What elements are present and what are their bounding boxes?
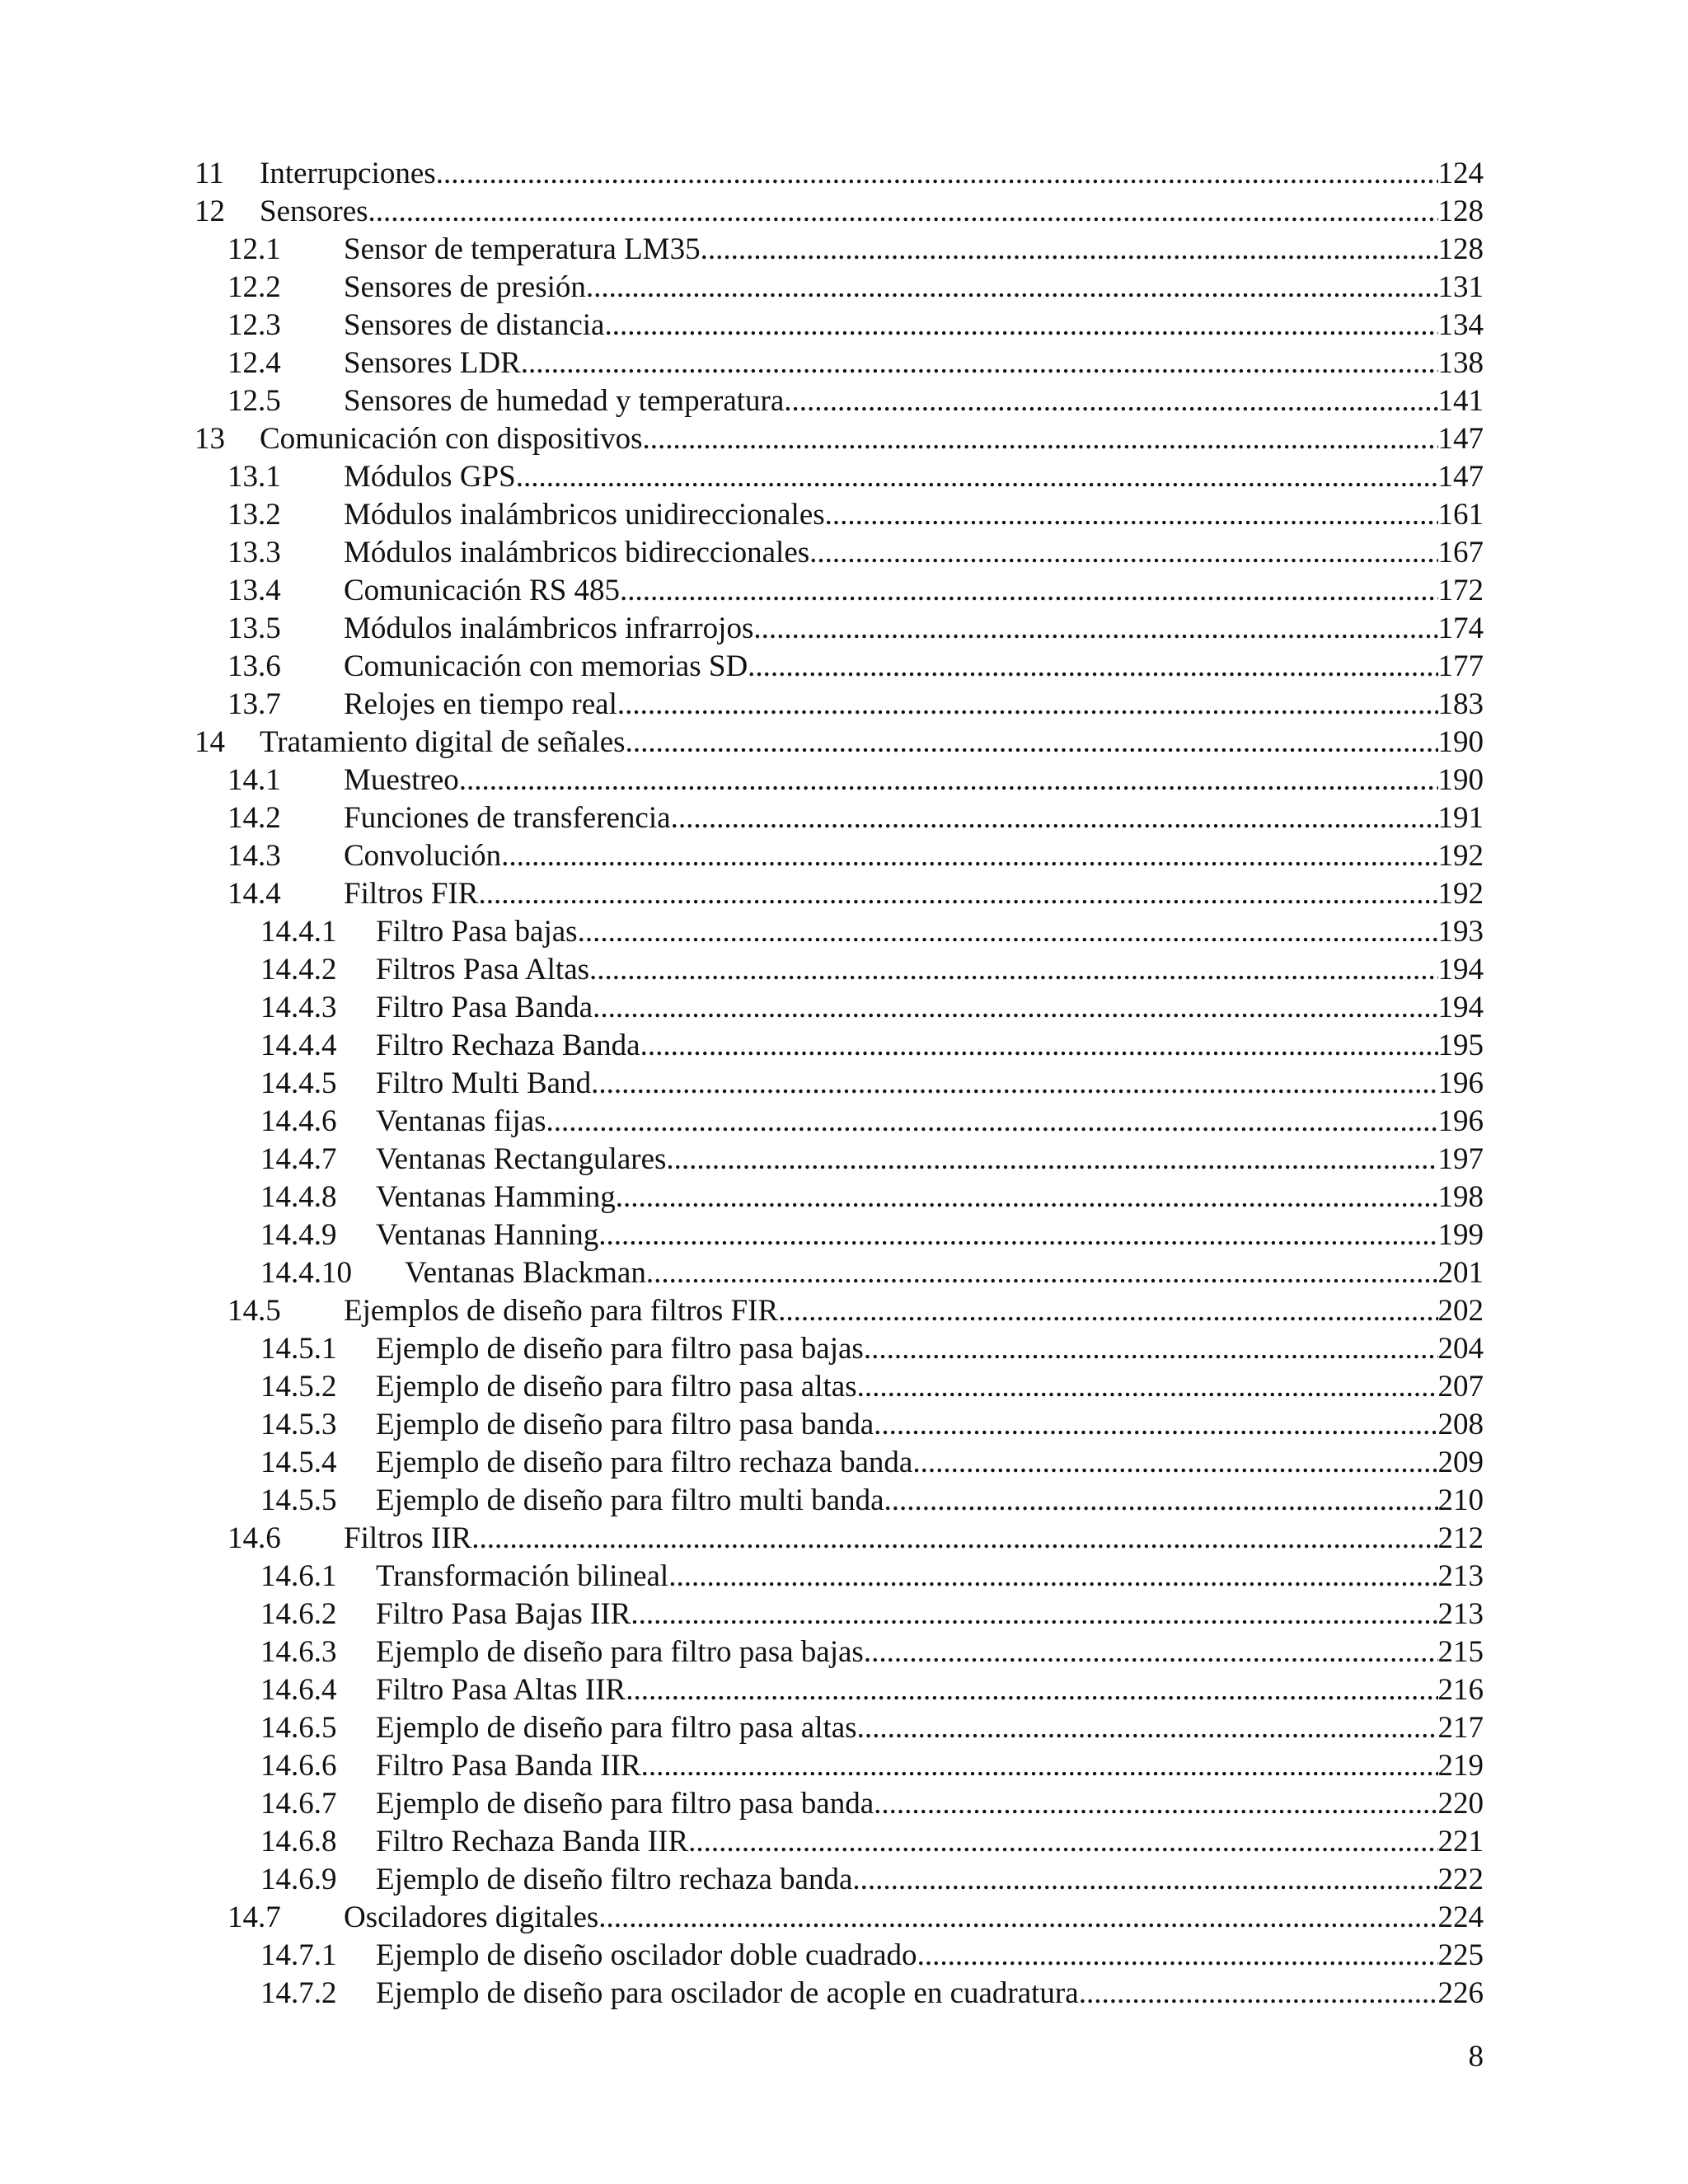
- toc-entry-title: Comunicación RS 485: [344, 574, 621, 607]
- toc-entry[interactable]: [195, 686, 1484, 724]
- toc-entry-page: 131: [1437, 270, 1484, 304]
- toc-entry-number: 14.5.3: [260, 1408, 337, 1441]
- toc-entry-page: 226: [1437, 1976, 1484, 2010]
- toc-entry-page: 147: [1437, 422, 1484, 456]
- toc-entry-page: 208: [1437, 1408, 1484, 1441]
- toc-entry[interactable]: [195, 1633, 1484, 1671]
- toc-entry[interactable]: [195, 1292, 1484, 1330]
- toc-entry[interactable]: [195, 724, 1484, 762]
- toc-dot-leader: [646, 1254, 1438, 1292]
- toc-dot-leader: [604, 307, 1437, 344]
- toc-entry[interactable]: [195, 799, 1484, 837]
- toc-entry-title: Transformación bilineal: [376, 1559, 669, 1593]
- toc-entry-page: 124: [1437, 157, 1484, 190]
- toc-entry[interactable]: [195, 1103, 1484, 1141]
- toc-dot-leader: [666, 1141, 1437, 1179]
- toc-entry-title: Filtro Pasa bajas: [376, 915, 578, 949]
- toc-entry-title: Sensores de humedad y temperatura: [344, 384, 785, 418]
- toc-entry-title: Convolución: [344, 839, 502, 873]
- toc-entry-title: Interrupciones: [260, 157, 436, 190]
- toc-entry-number: 14.6.4: [260, 1673, 337, 1707]
- toc-entry[interactable]: [195, 1444, 1484, 1482]
- toc-entry[interactable]: [195, 1709, 1484, 1747]
- toc-entry[interactable]: [195, 1482, 1484, 1520]
- toc-entry-page: 210: [1437, 1483, 1484, 1517]
- toc-dot-leader: [620, 572, 1437, 610]
- toc-entry-page: 128: [1437, 232, 1484, 266]
- toc-entry-number: 14.7.2: [260, 1976, 337, 2010]
- toc-entry-title: Ventanas Hanning: [376, 1218, 599, 1252]
- toc-entry-title: Ejemplo de diseño para filtro pasa altas: [376, 1370, 857, 1404]
- toc-entry-number: 14.5.5: [260, 1483, 337, 1517]
- toc-entry-number: 14.4.6: [260, 1104, 337, 1138]
- toc-dot-leader: [616, 1179, 1438, 1216]
- toc-entry[interactable]: [195, 762, 1484, 799]
- toc-entry-number: 13.4: [227, 574, 281, 607]
- toc-entry-title: Ventanas Hamming: [376, 1180, 616, 1214]
- toc-dot-leader: [668, 1558, 1437, 1596]
- toc-entry-number: 12.4: [227, 346, 281, 380]
- toc-entry-page: 199: [1437, 1218, 1484, 1252]
- toc-entry-page: 219: [1437, 1749, 1484, 1783]
- toc-entry-title: Módulos GPS: [344, 460, 516, 494]
- toc-entry-number: 14.6.5: [260, 1711, 337, 1745]
- toc-entry[interactable]: [195, 1937, 1484, 1975]
- toc-entry-number: 14.6.2: [260, 1597, 337, 1631]
- toc-entry-title: Ejemplo de diseño para filtro pasa bajas: [376, 1332, 864, 1366]
- toc-entry-number: 14.7: [227, 1900, 281, 1934]
- toc-dot-leader: [617, 686, 1438, 724]
- toc-dot-leader: [874, 1785, 1437, 1823]
- toc-entry[interactable]: [195, 231, 1484, 269]
- toc-entry-page: 213: [1437, 1597, 1484, 1631]
- toc-entry-number: 14.4.5: [260, 1066, 337, 1100]
- toc-entry-number: 14.5: [227, 1294, 281, 1328]
- toc-entry[interactable]: [195, 1368, 1484, 1406]
- toc-entry-title: Módulos inalámbricos bidireccionales: [344, 536, 810, 569]
- toc-entry-number: 14.4: [227, 877, 281, 911]
- toc-entry-page: 217: [1437, 1711, 1484, 1745]
- toc-entry-title: Filtro Pasa Bajas IIR: [376, 1597, 631, 1631]
- toc-entry-page: 192: [1437, 877, 1484, 911]
- toc-entry[interactable]: [195, 1027, 1484, 1065]
- toc-entry[interactable]: [195, 1975, 1484, 2013]
- toc-dot-leader: [368, 193, 1438, 231]
- toc-dot-leader: [641, 1747, 1438, 1785]
- toc-entry-page: 161: [1437, 498, 1484, 532]
- toc-dot-leader: [748, 648, 1437, 686]
- toc-entry-number: 11: [195, 157, 224, 190]
- toc-entry-number: 13.3: [227, 536, 281, 569]
- toc-dot-leader: [471, 1520, 1437, 1558]
- toc-entry-title: Relojes en tiempo real: [344, 687, 617, 721]
- toc-entry-title: Filtro Pasa Banda: [376, 991, 593, 1024]
- toc-entry-number: 14.5.2: [260, 1370, 337, 1404]
- toc-entry-number: 14.6.8: [260, 1825, 337, 1858]
- toc-entry-number: 14.4.9: [260, 1218, 337, 1252]
- toc-entry-title: Ventanas Blackman: [405, 1256, 646, 1290]
- toc-entry-page: 172: [1437, 574, 1484, 607]
- toc-entry-number: 14.1: [227, 763, 281, 797]
- toc-entry[interactable]: [195, 1785, 1484, 1823]
- toc-entry-page: 177: [1437, 649, 1484, 683]
- toc-entry-number: 14.4.4: [260, 1029, 337, 1062]
- toc-entry-page: 183: [1437, 687, 1484, 721]
- toc-entry-number: 13.6: [227, 649, 281, 683]
- toc-entry-title: Ejemplo de diseño para filtro pasa banda: [376, 1408, 874, 1441]
- toc-entry-title: Ventanas Rectangulares: [376, 1142, 667, 1176]
- toc-entry[interactable]: [195, 1065, 1484, 1103]
- toc-entry-number: 12.1: [227, 232, 281, 266]
- toc-entry-page: 193: [1437, 915, 1484, 949]
- toc-entry-title: Módulos inalámbricos unidireccionales: [344, 498, 825, 532]
- toc-entry-title: Ejemplo de diseño para filtro pasa bajas: [376, 1635, 864, 1669]
- toc-entry-number: 14.6.6: [260, 1749, 337, 1783]
- toc-entry-number: 14.3: [227, 839, 281, 873]
- toc-dot-leader: [501, 837, 1437, 875]
- toc-entry-page: 128: [1437, 194, 1484, 228]
- toc-entry-number: 14.4.7: [260, 1142, 337, 1176]
- toc-entry[interactable]: [195, 989, 1484, 1027]
- toc-entry-title: Ejemplo de diseño para filtro rechaza banda: [376, 1446, 913, 1479]
- toc-dot-leader: [598, 1899, 1437, 1937]
- toc-entry-page: 220: [1437, 1787, 1484, 1821]
- toc-entry[interactable]: [195, 344, 1484, 382]
- toc-entry[interactable]: [195, 382, 1484, 420]
- toc-entry-number: 14.6.1: [260, 1559, 337, 1593]
- toc-dot-leader: [864, 1633, 1438, 1671]
- toc-entry-page: 207: [1437, 1370, 1484, 1404]
- toc-entry-page: 174: [1437, 612, 1484, 645]
- toc-entry-title: Ejemplo de diseño oscilador doble cuadrado: [376, 1938, 917, 1972]
- toc-dot-leader: [593, 989, 1437, 1027]
- toc-entry[interactable]: [195, 1406, 1484, 1444]
- toc-entry-number: 14: [195, 725, 225, 759]
- toc-dot-leader: [626, 1671, 1437, 1709]
- toc-entry-number: 14.5.4: [260, 1446, 337, 1479]
- toc-entry-number: 12: [195, 194, 225, 228]
- toc-entry-number: 13.1: [227, 460, 281, 494]
- toc-entry-page: 213: [1437, 1559, 1484, 1593]
- toc-entry-page: 195: [1437, 1029, 1484, 1062]
- toc-entry-title: Filtro Rechaza Banda IIR: [376, 1825, 689, 1858]
- toc-entry-page: 225: [1437, 1938, 1484, 1972]
- toc-entry-title: Funciones de transferencia: [344, 801, 671, 835]
- toc-entry-page: 138: [1437, 346, 1484, 380]
- toc-dot-leader: [436, 155, 1438, 193]
- toc-entry[interactable]: [195, 951, 1484, 989]
- page-number: 8: [1468, 2040, 1484, 2074]
- toc-entry-number: 13: [195, 422, 225, 456]
- toc-entry-title: Ejemplos de diseño para filtros FIR: [344, 1294, 779, 1328]
- toc-entry-number: 12.2: [227, 270, 281, 304]
- toc-entry[interactable]: [195, 1671, 1484, 1709]
- toc-entry-page: 201: [1437, 1256, 1484, 1290]
- toc-entry-number: 14.4.10: [260, 1256, 352, 1290]
- toc-entry-number: 14.6.7: [260, 1787, 337, 1821]
- toc-entry-number: 14.6.3: [260, 1635, 337, 1669]
- toc-entry[interactable]: [195, 913, 1484, 951]
- toc-entry[interactable]: [195, 496, 1484, 534]
- toc-entry-page: 216: [1437, 1673, 1484, 1707]
- toc-entry-number: 14.4.3: [260, 991, 337, 1024]
- toc-entry-title: Sensores de distancia: [344, 308, 605, 342]
- toc-entry-title: Comunicación con dispositivos: [260, 422, 643, 456]
- toc-entry[interactable]: [195, 1558, 1484, 1596]
- toc-entry-page: 190: [1437, 763, 1484, 797]
- toc-dot-leader: [864, 1330, 1438, 1368]
- toc-entry-title: Sensor de temperatura LM35: [344, 232, 701, 266]
- toc-entry[interactable]: [195, 269, 1484, 307]
- toc-entry-page: 209: [1437, 1446, 1484, 1479]
- toc-dot-leader: [516, 458, 1438, 496]
- table-of-contents: [195, 155, 1484, 2013]
- toc-entry-page: 194: [1437, 991, 1484, 1024]
- toc-dot-leader: [459, 762, 1438, 799]
- toc-entry[interactable]: [195, 420, 1484, 458]
- toc-entry-title: Tratamiento digital de señales: [260, 725, 626, 759]
- toc-entry-title: Comunicación con memorias SD: [344, 649, 748, 683]
- toc-entry[interactable]: [195, 875, 1484, 913]
- toc-entry-page: 221: [1437, 1825, 1484, 1858]
- toc-dot-leader: [857, 1709, 1438, 1747]
- toc-dot-leader: [753, 610, 1437, 648]
- toc-dot-leader: [857, 1368, 1438, 1406]
- toc-dot-leader: [598, 1216, 1437, 1254]
- toc-entry-page: 190: [1437, 725, 1484, 759]
- toc-dot-leader: [521, 344, 1438, 382]
- toc-entry-title: Ejemplo de diseño filtro rechaza banda: [376, 1863, 853, 1896]
- toc-entry[interactable]: [195, 1141, 1484, 1179]
- toc-dot-leader: [640, 1027, 1438, 1065]
- toc-entry[interactable]: [195, 1823, 1484, 1861]
- toc-entry[interactable]: [195, 1520, 1484, 1558]
- toc-dot-leader: [631, 1596, 1437, 1633]
- toc-entry-number: 14.6.9: [260, 1863, 337, 1896]
- toc-entry[interactable]: [195, 648, 1484, 686]
- toc-entry-number: 14.5.1: [260, 1332, 337, 1366]
- toc-entry-number: 12.5: [227, 384, 281, 418]
- toc-dot-leader: [884, 1482, 1438, 1520]
- toc-entry-title: Filtros Pasa Altas: [376, 953, 590, 987]
- toc-entry-title: Módulos inalámbricos infrarrojos: [344, 612, 754, 645]
- toc-entry[interactable]: [195, 1254, 1484, 1292]
- toc-entry-number: 14.4.1: [260, 915, 337, 949]
- toc-entry[interactable]: [195, 1330, 1484, 1368]
- toc-entry-title: Sensores de presión: [344, 270, 586, 304]
- toc-entry-number: 12.3: [227, 308, 281, 342]
- toc-entry[interactable]: [195, 307, 1484, 344]
- toc-entry-title: Muestreo: [344, 763, 459, 797]
- toc-entry-number: 13.7: [227, 687, 281, 721]
- toc-entry[interactable]: [195, 1861, 1484, 1899]
- toc-entry-number: 14.7.1: [260, 1938, 337, 1972]
- toc-entry-page: 192: [1437, 839, 1484, 873]
- toc-entry[interactable]: [195, 1747, 1484, 1785]
- toc-entry[interactable]: [195, 458, 1484, 496]
- toc-entry-title: Sensores LDR: [344, 346, 521, 380]
- toc-entry[interactable]: [195, 610, 1484, 648]
- toc-dot-leader: [578, 913, 1438, 951]
- toc-entry-title: Filtro Multi Band: [376, 1066, 592, 1100]
- toc-dot-leader: [852, 1861, 1437, 1899]
- toc-entry-number: 14.6: [227, 1521, 281, 1555]
- toc-entry-number: 14.4.8: [260, 1180, 337, 1214]
- toc-entry-number: 14.2: [227, 801, 281, 835]
- toc-entry-page: 196: [1437, 1066, 1484, 1100]
- toc-dot-leader: [546, 1103, 1438, 1141]
- toc-entry-number: 14.4.2: [260, 953, 337, 987]
- toc-entry-page: 134: [1437, 308, 1484, 342]
- toc-dot-leader: [825, 496, 1438, 534]
- toc-dot-leader: [478, 875, 1437, 913]
- toc-entry[interactable]: [195, 1899, 1484, 1937]
- toc-entry-page: 198: [1437, 1180, 1484, 1214]
- toc-entry[interactable]: [195, 193, 1484, 231]
- toc-entry-title: Ejemplo de diseño para filtro multi banda: [376, 1483, 884, 1517]
- toc-entry-title: Ejemplo de diseño para oscilador de acople en cuadratura: [376, 1976, 1079, 2010]
- toc-entry[interactable]: [195, 155, 1484, 193]
- toc-dot-leader: [688, 1823, 1437, 1861]
- toc-entry-title: Filtro Pasa Altas IIR: [376, 1673, 626, 1707]
- toc-entry-page: 197: [1437, 1142, 1484, 1176]
- toc-dot-leader: [1079, 1975, 1438, 2013]
- toc-entry-page: 194: [1437, 953, 1484, 987]
- toc-entry-number: 13.5: [227, 612, 281, 645]
- toc-dot-leader: [874, 1406, 1437, 1444]
- toc-entry-page: 202: [1437, 1294, 1484, 1328]
- toc-entry-page: 215: [1437, 1635, 1484, 1669]
- toc-entry-page: 204: [1437, 1332, 1484, 1366]
- toc-entry[interactable]: [195, 1216, 1484, 1254]
- toc-entry-page: 222: [1437, 1863, 1484, 1896]
- toc-entry-title: Sensores: [260, 194, 368, 228]
- toc-entry-page: 141: [1437, 384, 1484, 418]
- toc-entry[interactable]: [195, 1179, 1484, 1216]
- toc-dot-leader: [671, 799, 1438, 837]
- toc-entry-title: Filtro Rechaza Banda: [376, 1029, 640, 1062]
- toc-entry-title: Filtro Pasa Banda IIR: [376, 1749, 641, 1783]
- toc-entry-page: 167: [1437, 536, 1484, 569]
- toc-entry-title: Ejemplo de diseño para filtro pasa banda: [376, 1787, 874, 1821]
- toc-dot-leader: [778, 1292, 1437, 1330]
- toc-entry-title: Osciladores digitales: [344, 1900, 599, 1934]
- toc-entry-page: 212: [1437, 1521, 1484, 1555]
- toc-dot-leader: [809, 534, 1437, 572]
- toc-entry-title: Filtros IIR: [344, 1521, 472, 1555]
- toc-entry-title: Ventanas fijas: [376, 1104, 546, 1138]
- toc-dot-leader: [917, 1937, 1438, 1975]
- toc-entry-page: 196: [1437, 1104, 1484, 1138]
- toc-dot-leader: [912, 1444, 1437, 1482]
- toc-entry[interactable]: [195, 572, 1484, 610]
- toc-dot-leader: [643, 420, 1438, 458]
- toc-entry[interactable]: [195, 837, 1484, 875]
- toc-entry[interactable]: [195, 1596, 1484, 1633]
- toc-entry-page: 147: [1437, 460, 1484, 494]
- toc-entry-title: Filtros FIR: [344, 877, 479, 911]
- toc-dot-leader: [586, 269, 1438, 307]
- toc-entry-page: 224: [1437, 1900, 1484, 1934]
- toc-dot-leader: [784, 382, 1437, 420]
- toc-entry[interactable]: [195, 534, 1484, 572]
- toc-entry-page: 191: [1437, 801, 1484, 835]
- toc-dot-leader: [701, 231, 1438, 269]
- toc-dot-leader: [591, 1065, 1437, 1103]
- toc-dot-leader: [626, 724, 1438, 762]
- toc-entry-number: 13.2: [227, 498, 281, 532]
- toc-entry-title: Ejemplo de diseño para filtro pasa altas: [376, 1711, 857, 1745]
- toc-dot-leader: [589, 951, 1437, 989]
